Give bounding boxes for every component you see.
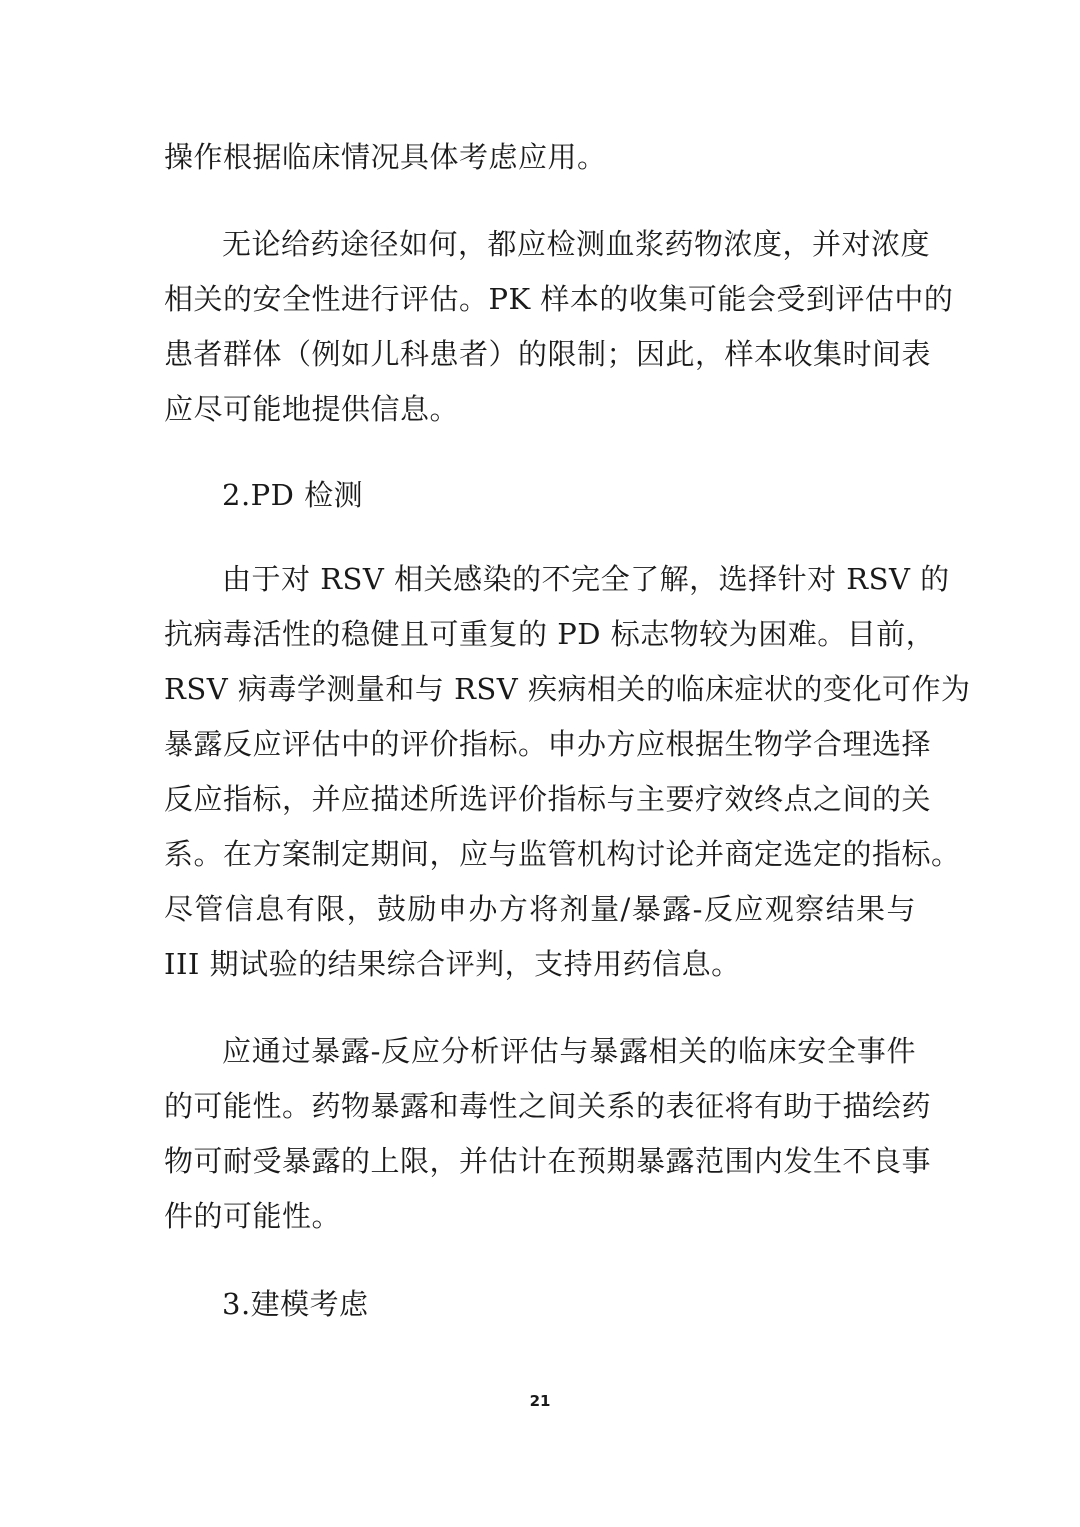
paragraph-pd-line-2: 抗病毒活性的稳健且可重复的 PD 标志物较为困难。目前， (164, 617, 936, 651)
paragraph-pd-line-6: 系。在方案制定期间，应与监管机构讨论并商定选定的指标。 (164, 837, 961, 871)
paragraph-pk-line-2: 相关的安全性进行评估。PK 样本的收集可能会受到评估中的 (164, 282, 954, 316)
paragraph-safety-line-1: 应通过暴露-反应分析评估与暴露相关的临床安全事件 (222, 1034, 916, 1068)
paragraph-safety-line-4: 件的可能性。 (164, 1199, 342, 1233)
paragraph-pk-line-4: 应尽可能地提供信息。 (164, 392, 460, 426)
paragraph-pk-line-3: 患者群体（例如儿科患者）的限制；因此，样本收集时间表 (164, 337, 932, 371)
paragraph-pd-line-5: 反应指标，并应描述所选评价指标与主要疗效终点之间的关 (164, 782, 932, 816)
paragraph-pd-line-3: RSV 病毒学测量和与 RSV 疾病相关的临床症状的变化可作为 (164, 672, 971, 706)
paragraph-continued-line-1: 操作根据临床情况具体考虑应用。 (164, 140, 607, 174)
paragraph-pk-line-1: 无论给药途径如何，都应检测血浆药物浓度，并对浓度 (222, 227, 931, 261)
paragraph-pd-line-7: 尽管信息有限，鼓励申办方将剂量/暴露-反应观察结果与 (164, 892, 916, 926)
paragraph-pd-line-8: III 期试验的结果综合评判，支持用药信息。 (164, 947, 741, 981)
page-number: 21 (529, 1392, 551, 1410)
paragraph-pd-line-4: 暴露反应评估中的评价指标。申办方应根据生物学合理选择 (164, 727, 932, 761)
paragraph-pd-line-1: 由于对 RSV 相关感染的不完全了解，选择针对 RSV 的 (222, 562, 950, 596)
paragraph-safety-line-2: 的可能性。药物暴露和毒性之间关系的表征将有助于描绘药 (164, 1089, 932, 1123)
heading-modeling-considerations: 3.建模考虑 (222, 1287, 369, 1321)
heading-pd-detection: 2.PD 检测 (222, 478, 364, 512)
paragraph-safety-line-3: 物可耐受暴露的上限，并估计在预期暴露范围内发生不良事 (164, 1144, 932, 1178)
